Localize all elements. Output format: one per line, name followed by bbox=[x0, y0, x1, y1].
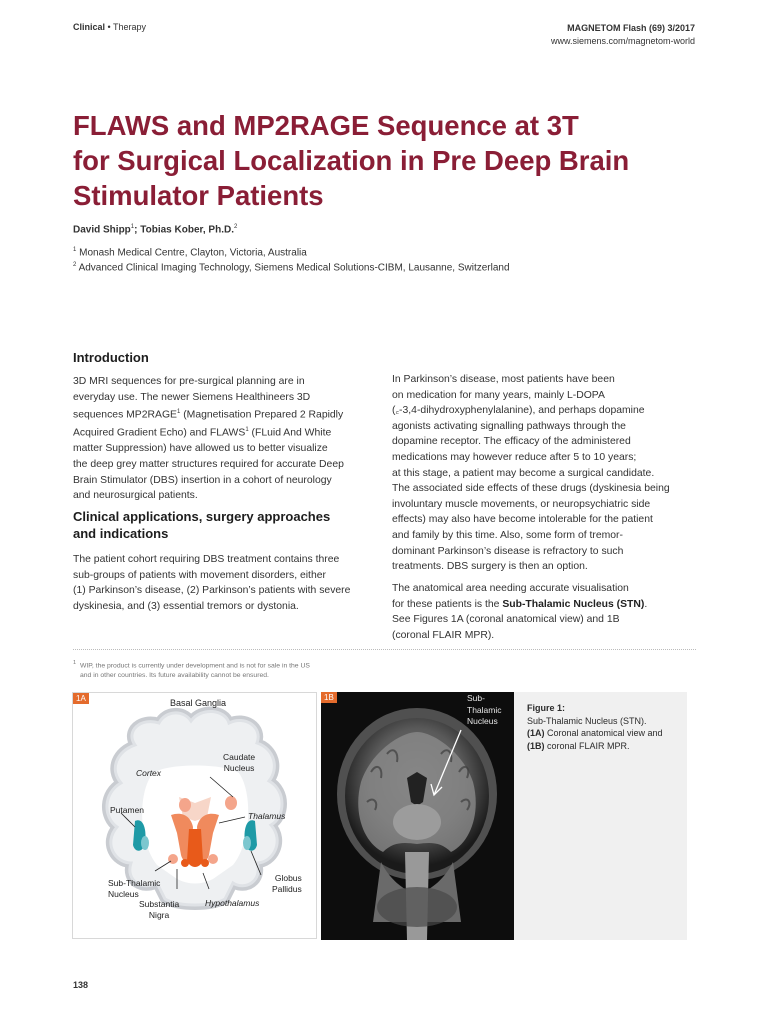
caption-tag: (1A) bbox=[527, 728, 545, 738]
heading-line: and indications bbox=[73, 526, 169, 541]
author-list bbox=[73, 224, 237, 235]
label-line: Sub-Thalamic bbox=[108, 878, 161, 888]
affiliation bbox=[73, 262, 510, 273]
title-line: for Surgical Localization in Pre Deep Brain bbox=[73, 145, 630, 176]
magazine-url[interactable]: www.siemens.com/magnetom-world bbox=[550, 36, 695, 46]
text-line: dyskinesia, and (3) essential tremors or dystonia. bbox=[73, 600, 299, 612]
text-line: The patient cohort requiring DBS treatment contains three bbox=[73, 554, 340, 565]
footnote-text: and in other countries. Its future availability cannot be ensured. bbox=[80, 672, 269, 680]
figure-1b-mri bbox=[321, 692, 514, 940]
title-line: FLAWS and MP2RAGE Sequence at 3T bbox=[73, 110, 579, 141]
footnote-mark: 1 bbox=[73, 660, 77, 666]
clinical-applications-heading bbox=[73, 508, 371, 542]
label-mri-stn bbox=[467, 693, 501, 728]
caption-line: Sub-Thalamic Nucleus (STN). bbox=[527, 715, 647, 726]
text-line bbox=[73, 423, 371, 441]
label-hypothalamus: Hypothalamus bbox=[205, 898, 260, 908]
label-line: Sub- bbox=[467, 693, 485, 703]
label-line: Globus bbox=[274, 873, 302, 883]
affiliation-mark: 2 bbox=[73, 262, 77, 268]
text-line: (1) Parkinson’s disease, (2) Parkinson’s patients with severe bbox=[73, 585, 351, 597]
label-line: Nucleus bbox=[467, 716, 498, 726]
text-line bbox=[392, 597, 697, 613]
title-line: Stimulator Patients bbox=[73, 180, 324, 211]
text-line: (꜀-3,4-dihydroxyphenylalanine), and perhaps dopamine bbox=[392, 405, 645, 417]
text-line: The anatomical area needing accurate visualisation bbox=[392, 583, 629, 594]
text-line: dopamine receptor. The efficacy of the administered bbox=[392, 436, 631, 448]
caption-line bbox=[527, 727, 692, 740]
subthalamic-left bbox=[168, 854, 178, 864]
label-line: Thalamic bbox=[467, 704, 502, 715]
caption-line bbox=[527, 740, 692, 753]
subsection-label: Therapy bbox=[113, 22, 147, 32]
text-span: sequences MP2RAGE bbox=[73, 409, 177, 421]
article-title bbox=[73, 108, 693, 213]
label-subthalamic-nucleus bbox=[108, 878, 160, 900]
caption-text: Coronal anatomical view and bbox=[544, 728, 663, 738]
text-line: on medication for many years, mainly L-DOPA bbox=[392, 389, 605, 401]
introduction-paragraph bbox=[73, 374, 371, 504]
substantia-nigra-right bbox=[201, 859, 209, 867]
text-line: involuntary muscle movements, or neuropsychiatric side bbox=[392, 498, 651, 510]
text-line: dominant Parkinson’s disease is refractory to such bbox=[392, 545, 624, 557]
caption-text: coronal FLAIR MPR. bbox=[544, 740, 630, 751]
text-line: The associated side effects of these drugs (dyskinesia being bbox=[392, 483, 670, 495]
substantia-nigra-left bbox=[181, 859, 189, 867]
anatomical-area-paragraph bbox=[392, 581, 697, 643]
caption-title: Figure 1: bbox=[527, 703, 566, 713]
label-substantia-nigra bbox=[139, 899, 179, 921]
page-number: 138 bbox=[73, 980, 89, 990]
globus-pallidus-right bbox=[243, 836, 251, 850]
text-span: . bbox=[644, 598, 648, 610]
label-line: Pallidus bbox=[272, 884, 302, 894]
label-globus-pallidus bbox=[272, 873, 302, 895]
caudate-right bbox=[225, 796, 237, 810]
caption-tag: (1B) bbox=[527, 740, 545, 751]
heading-line: Clinical applications, surgery approaches bbox=[73, 509, 331, 524]
mri-coronal-image bbox=[321, 692, 514, 940]
globus-pallidus-left bbox=[141, 836, 149, 850]
text-line: Brain Stimulator (DBS) insertion in a cohort of neurology bbox=[73, 474, 332, 486]
author-affil-mark: 2 bbox=[233, 224, 238, 230]
label-line: Substantia bbox=[139, 899, 180, 909]
text-line: effects) may also have become intolerable for the patient bbox=[392, 514, 653, 526]
caudate-left bbox=[179, 798, 191, 812]
hypothalamus-shape bbox=[187, 829, 203, 867]
stn-term: Sub-Thalamic Nucleus (STN) bbox=[502, 598, 645, 610]
author-affil-mark: 1 bbox=[130, 224, 135, 230]
text-line: agonists activating signalling pathways through the bbox=[392, 420, 626, 432]
text-span: for these patients is the bbox=[392, 598, 503, 610]
author-name: David Shipp bbox=[73, 224, 131, 236]
text-span: Acquired Gradient Echo) and FLAWS bbox=[73, 427, 246, 439]
footnote-text: WIP, the product is currently under development and is not for sale in the US bbox=[79, 662, 310, 670]
magazine-issue: MAGNETOM Flash (69) 3/2017 bbox=[567, 23, 695, 33]
label-line: Caudate bbox=[223, 752, 256, 762]
figure-1b-tag: 1B bbox=[321, 692, 337, 703]
text-line bbox=[73, 405, 371, 423]
label-line: Nucleus bbox=[108, 889, 139, 899]
text-line: (coronal FLAIR MPR). bbox=[392, 629, 495, 641]
text-line: at this stage, a patient may become a surgical candidate. bbox=[392, 467, 655, 479]
label-thalamus: Thalamus bbox=[248, 811, 286, 821]
author-name: Tobias Kober, Ph.D. bbox=[140, 224, 234, 236]
running-header-section bbox=[73, 22, 146, 32]
author-separator: ; bbox=[134, 224, 141, 236]
text-line: sub-groups of patients with movement disorders, either bbox=[73, 569, 326, 581]
label-line: Nigra bbox=[148, 910, 170, 920]
affiliation-text: Advanced Clinical Imaging Technology, Siemens Medical Solutions-CIBM, Lausanne, Switzerland bbox=[76, 262, 510, 274]
text-line: everyday use. The newer Siemens Healthineers 3D bbox=[73, 391, 311, 403]
text-line: treatments. DBS surgery is then an option. bbox=[392, 561, 588, 573]
parkinsons-paragraph bbox=[392, 372, 697, 575]
footnote-divider bbox=[73, 649, 696, 650]
text-span: (Magnetisation Prepared 2 Rapidly bbox=[180, 409, 344, 421]
label-putamen: Putamen bbox=[110, 805, 145, 815]
text-line: See Figures 1A (coronal anatomical view) and 1B bbox=[392, 614, 620, 626]
text-line: the deep grey matter structures required for accurate Deep bbox=[73, 458, 344, 470]
footnote bbox=[73, 658, 310, 681]
text-line: medications may however reduce after 5 to 10 years; bbox=[392, 451, 637, 463]
text-line: 3D MRI sequences for pre-surgical planning are in bbox=[73, 376, 305, 387]
affiliation-text: Monash Medical Centre, Clayton, Victoria, Australia bbox=[76, 247, 307, 259]
subthalamic-right bbox=[208, 854, 218, 864]
section-separator: • bbox=[105, 22, 114, 32]
figure-1a-tag: 1A bbox=[73, 693, 89, 704]
affiliation-mark: 1 bbox=[73, 247, 77, 253]
text-line: and neurosurgical patients. bbox=[73, 490, 198, 502]
text-line: In Parkinson’s disease, most patients have been bbox=[392, 374, 615, 385]
label-caudate-nucleus bbox=[223, 752, 255, 774]
label-basal-ganglia: Basal Ganglia bbox=[170, 698, 227, 708]
affiliation bbox=[73, 247, 307, 258]
figure-1a-diagram bbox=[72, 692, 317, 939]
label-cortex: Cortex bbox=[136, 768, 162, 778]
footnote-line bbox=[73, 658, 310, 671]
clinical-applications-paragraph bbox=[73, 552, 371, 614]
figure-caption bbox=[527, 702, 692, 752]
text-line: and family by this time. Also, some form of tremor- bbox=[392, 529, 623, 541]
running-header-publication bbox=[551, 22, 695, 48]
text-span: (FLuid And White bbox=[248, 427, 332, 439]
introduction-heading: Introduction bbox=[73, 350, 149, 365]
section-label: Clinical bbox=[73, 22, 106, 32]
footnote-ref[interactable]: 1 bbox=[176, 409, 181, 416]
label-line: Nucleus bbox=[223, 763, 255, 773]
footnote-ref[interactable]: 1 bbox=[245, 427, 249, 434]
text-line: matter Suppression) have allowed us to better visualize bbox=[73, 443, 328, 455]
